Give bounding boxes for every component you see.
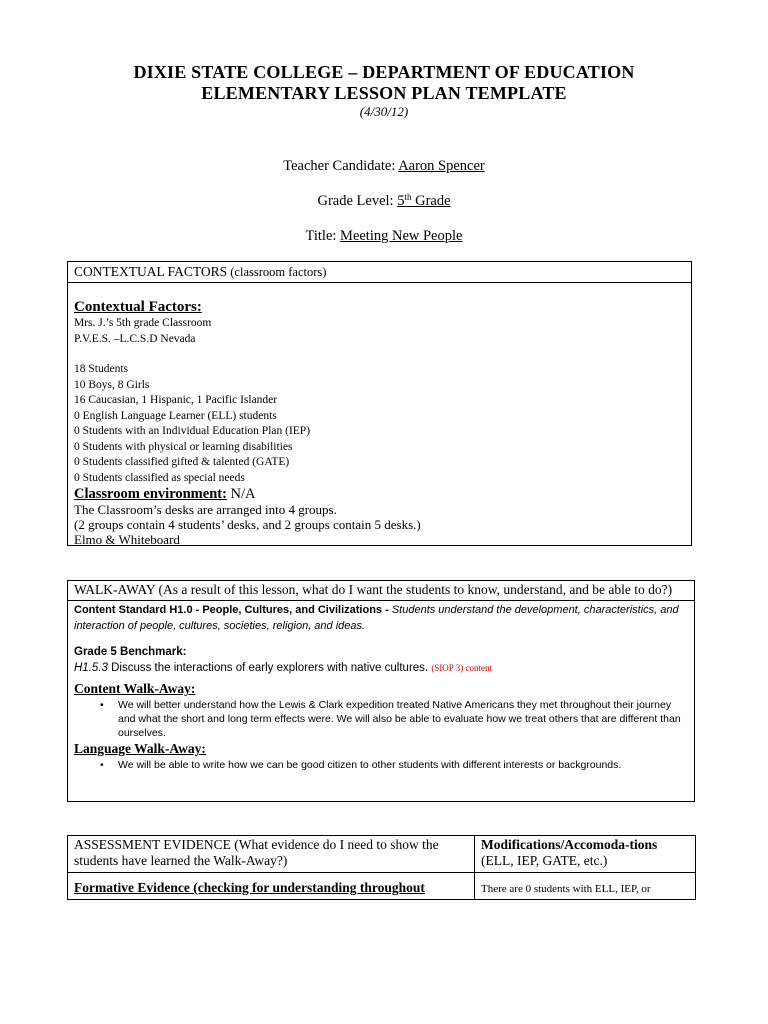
formative-evidence-label: Formative Evidence (checking for understanding throughout (68, 873, 475, 899)
language-walkaway-label: Language Walk-Away: (74, 741, 206, 756)
language-walkaway-list (74, 758, 688, 772)
title-value: Meeting New People (340, 228, 463, 244)
grade-value: 5th Grade (397, 192, 451, 209)
benchmark: H1.5.3 Discuss the interactions of early explorers with native cultures. (SIOP 3) content (74, 662, 492, 674)
contextual-lines-1: Mrs. J.’s 5th grade Classroom P.V.E.S. –L.C.S.D Nevada (74, 317, 212, 345)
teacher-value: Aaron Spencer (398, 158, 485, 174)
walkaway-box (67, 580, 695, 802)
lesson-title (0, 228, 768, 245)
siop-tag: (SIOP 3) content (431, 663, 492, 673)
contextual-lines-2: 18 Students 10 Boys, 8 Girls 16 Caucasian, 1 Hispanic, 1 Pacific Islander 0 English Language Learner (ELL) students 0 Students with an Individual Education Plan (IEP) 0 Students with physical or learning disabilities 0 Students classified gifted & talented (GATE) 0 Students classified as special needs (74, 363, 311, 484)
teacher-candidate (0, 158, 768, 175)
classroom-environment: Classroom environment: N/A (74, 486, 256, 502)
modifications-row-text: There are 0 students with ELL, IEP, or (481, 883, 651, 895)
doc-title-line2: ELEMENTARY LESSON PLAN TEMPLATE (201, 83, 567, 103)
contextual-factors-box (67, 261, 692, 546)
contextual-header: CONTEXTUAL FACTORS (classroom factors) (68, 262, 691, 283)
grade-level (0, 193, 768, 210)
environment-lines: The Classroom’s desks are arranged into 4 groups. (2 groups contain 4 students’ desks, and 2 groups contain 5 desks.) Elmo & Whiteboard (74, 502, 421, 547)
walkaway-header: WALK-AWAY (As a result of this lesson, what do I want the students to know, understand, and be able to do?) (68, 581, 694, 601)
assessment-table (67, 835, 696, 900)
content-walkaway-list (74, 698, 688, 740)
walkaway-body (68, 601, 694, 772)
content-standard: Content Standard H1.0 - People, Cultures, and Civilizations - Students understand the development, characteristics, and interaction of people, cultures, societies, religion, and ideas. (74, 604, 679, 632)
grade-label: Grade Level: (317, 193, 398, 209)
benchmark-label: Grade 5 Benchmark: (74, 646, 187, 658)
list-item: • We will better understand how the Lewis & Clark expedition treated Native Americans they met throughout their journey and what the short and long term effects were. We will also be able to evaluate how we treat others that are different than ourselves. (100, 699, 681, 739)
doc-title-line1: DIXIE STATE COLLEGE – DEPARTMENT OF EDUCATION (133, 62, 635, 82)
assessment-header: ASSESSMENT EVIDENCE (What evidence do I need to show the students have learned the Walk-Away?) (68, 836, 475, 873)
modifications-header: Modifications/Accomoda-tions (ELL, IEP, GATE, etc.) (475, 836, 695, 873)
teacher-label: Teacher Candidate: (283, 158, 399, 174)
contextual-body (68, 283, 691, 547)
doc-date: (4/30/12) (359, 104, 409, 119)
title-label: Title: (305, 228, 341, 244)
contextual-subheading: Contextual Factors: (74, 299, 202, 315)
content-walkaway-label: Content Walk-Away: (74, 681, 196, 696)
list-item: • We will be able to write how we can be good citizen to other students with different interests or backgrounds. (100, 759, 622, 771)
